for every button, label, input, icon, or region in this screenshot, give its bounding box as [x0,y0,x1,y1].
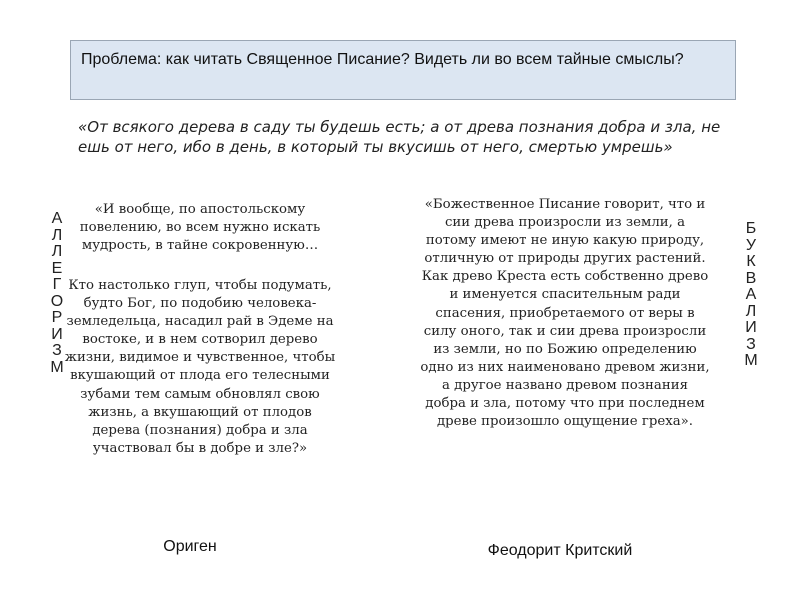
author-theodoret: Феодорит Критский [487,542,633,559]
literalism-letter: А [745,286,757,303]
origen-quote-part1: «И вообще, по апостольскому повелению, во всем нужно искать мудрость, в тайне сокровенную… [79,202,321,254]
allegorism-letter: Л [51,226,63,244]
problem-text: Проблема: как читать Священное Писание? Видеть ли во всем тайные смыслы? [81,51,684,68]
literalism-letter: К [746,253,756,270]
allegorism-letter: И [51,325,63,343]
allegorism-letter: М [50,358,64,376]
author-origen: Ориген [163,538,217,555]
theodoret-quote: «Божественное Писание говорит, что и сии древа произросли из земли, а потому имеют не иную какую природу, отличную от природы других растений. Как древо Креста есть собственно древо и именуется спасительным ради спасения, приобретаемого от веры в силу оного, так и сии древа произросли из земли, но по Божию определению одно из них наименовано древом жизни, а другое названо древом познания добра и зла, потому что при последнем древе произошло ощущение греха». [420,197,710,430]
allegorism-letter: Р [51,309,63,326]
literalism-letter: И [745,319,757,336]
literalism-letter: Л [745,302,757,320]
literalism-letter: В [745,269,757,287]
allegorism-letter: О [50,292,64,310]
allegorism-letter: Г [52,276,62,293]
allegorism-letter: Л [51,243,63,260]
allegorism-letter: А [51,210,63,227]
literalism-vertical-label [741,221,761,370]
origen-quote-part2: Кто настолько глуп, чтобы подумать, будто Бог, по подобию человека-земледельца, насадил рай в Эдеме на востоке, и в нем сотворил дерево жизни, видимое и чувственное, чтобы вкушающий от плода его телесными зубами тем самым обновлял свою жизнь, а вкушающий от плодов дерева (познания) добра и зла участвовал бы в добре и зле?» [64,278,336,456]
literalism-letter: М [744,352,758,369]
literalism-letter: З [746,335,756,353]
literalism-letter: У [745,236,757,254]
allegorism-letter: З [52,342,62,359]
allegorism-letter: Е [51,259,63,277]
literalism-letter: Б [745,220,757,237]
problem-header [70,40,736,100]
genesis-quote: «От всякого дерева в саду ты будешь есть; а от древа познания добра и зла, не ешь от него, ибо в день, в который ты вкусишь от него, смертью умрешь» [78,118,721,156]
